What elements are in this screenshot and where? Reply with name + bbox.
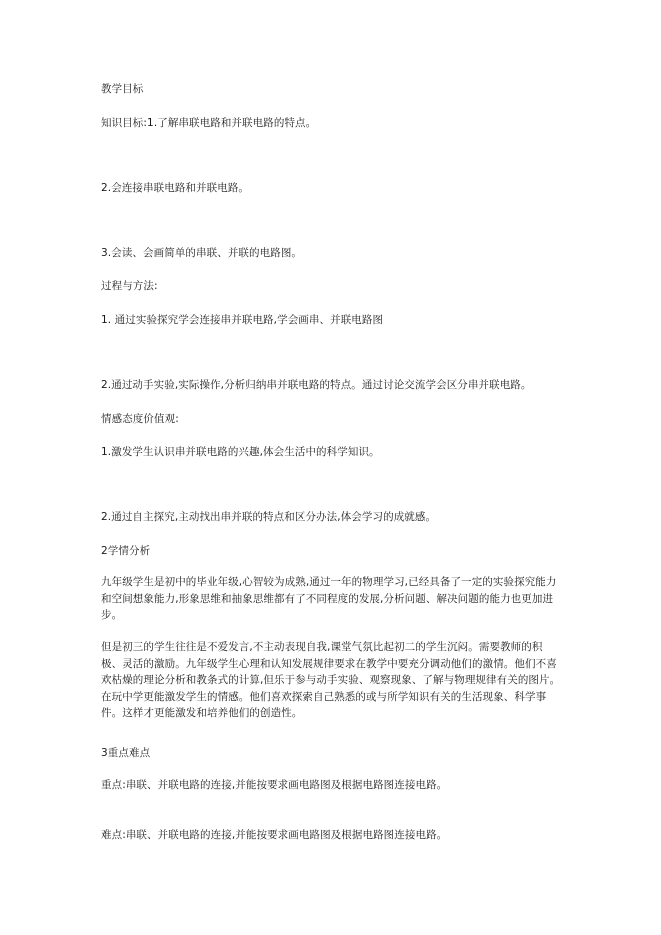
analysis-heading: 2学情分析 [101,545,151,557]
emotion-attitude-1: 1.激发学生认识串并联电路的兴趣,体会生活中的科学知识。 [101,446,380,458]
key-points-heading: 3重点难点 [101,747,151,759]
key-point-difficulty: 难点:串联、并联电路的连接,并能按要求画电路图及根据电路图连接电路。 [101,829,448,841]
section-title-teaching-goals: 教学目标 [101,83,144,95]
process-method-heading: 过程与方法: [101,280,158,292]
analysis-paragraph-2: 但是初三的学生往往是不爱发言,不主动表现自我,课堂气氛比起初二的学生沉闷。需要教师的积极、灵活的激励。九年级学生心理和认知发展规律要求在教学中要充分调动他们的激情。他们不喜欢枯燥的理论分析和教条式的计算,但乐于参与动手实验、观察现象、了解与物理规律有关的图片。在玩中学更能激发学生的情感。他们喜欢探索自己熟悉的或与所学知识有关的生活现象、科学事件。这样才更能激发和培养他们的创造性。 [101,641,561,719]
knowledge-goal-3: 3.会读、会画简单的串联、并联的电路图。 [101,247,303,259]
analysis-paragraph-1: 九年级学生是初中的毕业年级,心智较为成熟,通过一年的物理学习,已经具备了一定的实验探究能力和空间想象能力,形象思维和抽象思维都有了不同程度的发展,分析问题、解决问题的能力也更加进步。 [101,576,557,621]
knowledge-goal-1: 知识目标:1.了解串联电路和并联电路的特点。 [101,117,317,129]
process-method-2: 2.通过动手实验,实际操作,分析归纳串并联电路的特点。通过讨论交流学会区分串并联电路。 [101,379,532,391]
knowledge-goal-2: 2.会连接串联电路和并联电路。 [101,182,250,194]
emotion-attitude-heading: 情感态度价值观: [101,413,179,425]
process-method-1: 1. 通过实验探究学会连接串并联电路,学会画串、并联电路图 [101,314,384,326]
key-point-focus: 重点:串联、并联电路的连接,并能按要求画电路图及根据电路图连接电路。 [101,779,448,791]
emotion-attitude-2: 2.通过自主探究,主动找出串并联的特点和区分办法,体会学习的成就感。 [101,511,437,523]
